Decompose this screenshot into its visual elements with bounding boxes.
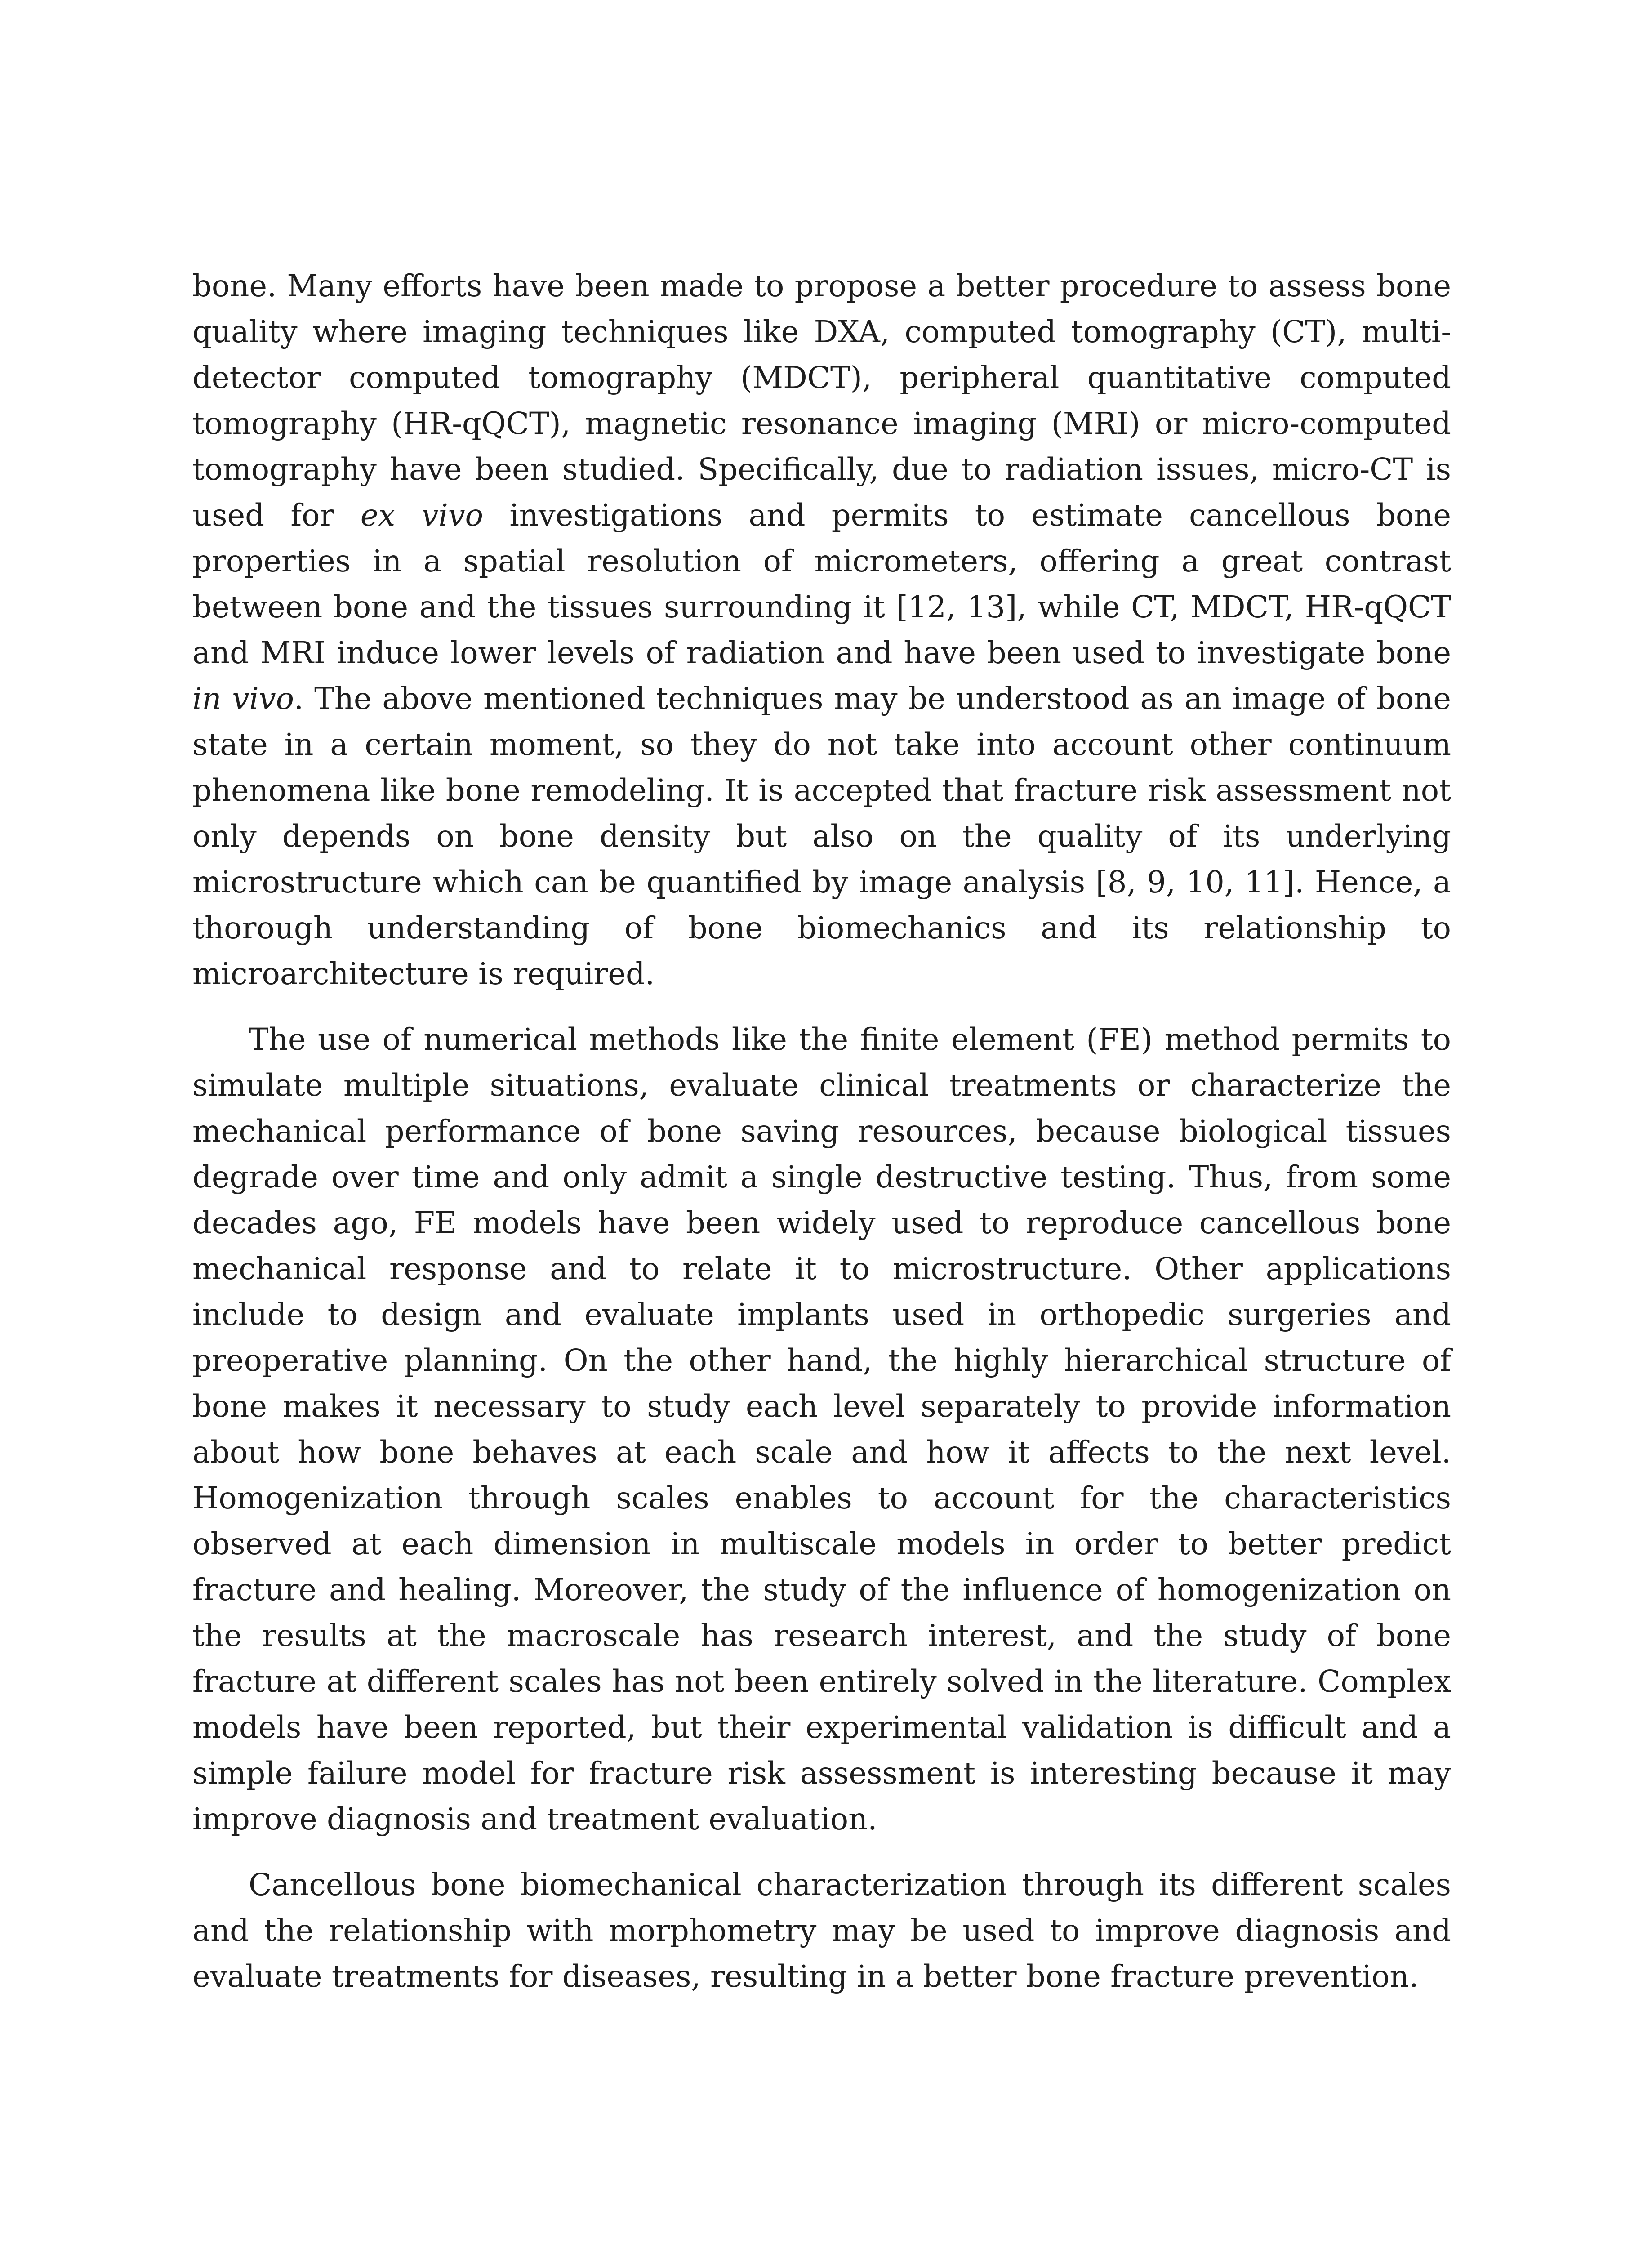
paragraph-text: investigations and permits to estimate cancellous bone properties in a spatial resolution of micrometers, offering a great contrast between bone and the tissues surrounding it [12, 13], while CT, MDCT, HR-qQCT and MRI induce lower levels of radiation and have been used to investigate bone [192,498,1452,670]
paragraph-imaging-techniques [192,263,1451,997]
italic-term-ex-vivo: ex vivo [360,498,484,533]
paragraph-text: . The above mentioned techniques may be understood as an image of bone state in a certain moment, so they do not take into account other continuum phenomena like bone remodeling. It is accepted that fracture risk assessment not only depends on bone density but also on the quality of its underlying microstructure which can be quantified by image analysis [8, 9, 10, 11]. Hence, a thorough understanding of bone biomechanics and its relationship to microarchitecture is required. [192,681,1451,991]
body-text [192,263,1451,1999]
italic-term-in-vivo: in vivo [192,681,294,716]
paragraph-numerical-methods: The use of numerical methods like the finite element (FE) method permits to simulate multiple situations, evaluate clinical treatments or characterize the mechanical performance of bone saving resources, because biological tissues degrade over time and only admit a single destructive testing. Thus, from some decades ago, FE models have been widely used to reproduce cancellous bone mechanical response and to relate it to microstructure. Other applications include to design and evaluate implants used in orthopedic surgeries and preoperative planning. On the other hand, the highly hierarchical structure of bone makes it necessary to study each level separately to provide information about how bone behaves at each scale and how it affects to the next level. Homogenization through scales enables to account for the characteristics observed at each dimension in multiscale models in order to better predict fracture and healing. Moreover, the study of the influence of homogenization on the results at the macroscale has research interest, and the study of bone fracture at different scales has not been entirely solved in the literature. Complex models have been reported, but their experimental validation is difficult and a simple failure model for fracture risk assessment is interesting because it may improve diagnosis and treatment evaluation. [192,1022,1451,1837]
paragraph-text: bone. Many efforts have been made to propose a better procedure to assess bone quality where imaging techniques like DXA, computed tomography (CT), multi-detector computed tomography (MDCT), peripheral quantitative computed tomography (HR-qQCT), magnetic resonance imaging (MRI) or micro-computed tomography have been studied. Specifically, due to radiation issues, micro-CT is used for [192,268,1451,533]
paragraph-characterization: Cancellous bone biomechanical characterization through its different scales and the relationship with morphometry may be used to improve diagnosis and evaluate treatments for diseases, resulting in a better bone fracture prevention. [192,1867,1451,1994]
